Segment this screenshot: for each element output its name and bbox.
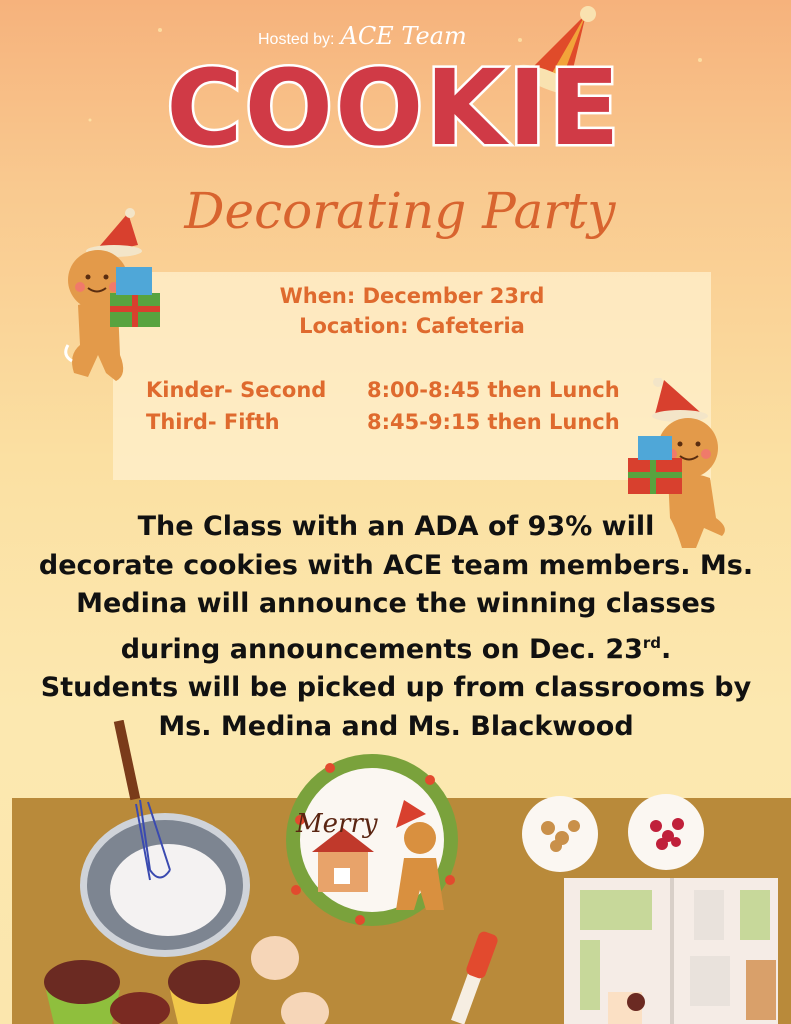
- schedule-grades-1: Kinder- Second: [146, 378, 327, 402]
- description-line: Medina will announce the winning classes: [76, 588, 716, 619]
- description-text: during announcements on Dec. 23: [120, 633, 643, 665]
- event-location: Location: Cafeteria: [299, 314, 525, 338]
- event-date: When: December 23rd: [279, 284, 545, 308]
- mixing-bowl-icon: [80, 720, 250, 957]
- event-description: [20, 508, 772, 746]
- schedule-grades-2: Third- Fifth: [146, 410, 280, 434]
- schedule-time-1: 8:00-8:45 then Lunch: [367, 378, 620, 402]
- hosted-by: [258, 22, 467, 50]
- gingerbread-man-icon: [58, 205, 170, 390]
- cookie-title: COOKIE: [166, 47, 622, 169]
- table-scene: [0, 720, 791, 1024]
- wreath-plate-icon: [286, 754, 458, 926]
- description-text: .: [661, 633, 672, 665]
- description-line: decorate cookies with ACE team members. Ms.: [38, 549, 754, 581]
- egg-icon: [251, 936, 299, 980]
- description-line: Students will be picked up from classrooms by: [40, 672, 752, 703]
- egg-icon: [281, 992, 329, 1024]
- hosted-by-team: ACE Team: [340, 22, 467, 50]
- hosted-by-label: Hosted by:: [258, 31, 335, 48]
- plate-script: Merry: [296, 809, 378, 839]
- decorating-party-subtitle: Decorating Party: [184, 182, 616, 240]
- schedule-time-2: 8:45-9:15 then Lunch: [367, 410, 620, 434]
- recipe-book-icon: [564, 878, 778, 1024]
- description-line: [20, 624, 772, 670]
- description-line: The Class with an ADA of 93% will: [137, 511, 655, 542]
- ordinal-suffix: rd: [642, 633, 662, 652]
- cupcake-icon: [44, 960, 240, 1024]
- description-line: Ms. Medina and Ms. Blackwood: [158, 710, 634, 742]
